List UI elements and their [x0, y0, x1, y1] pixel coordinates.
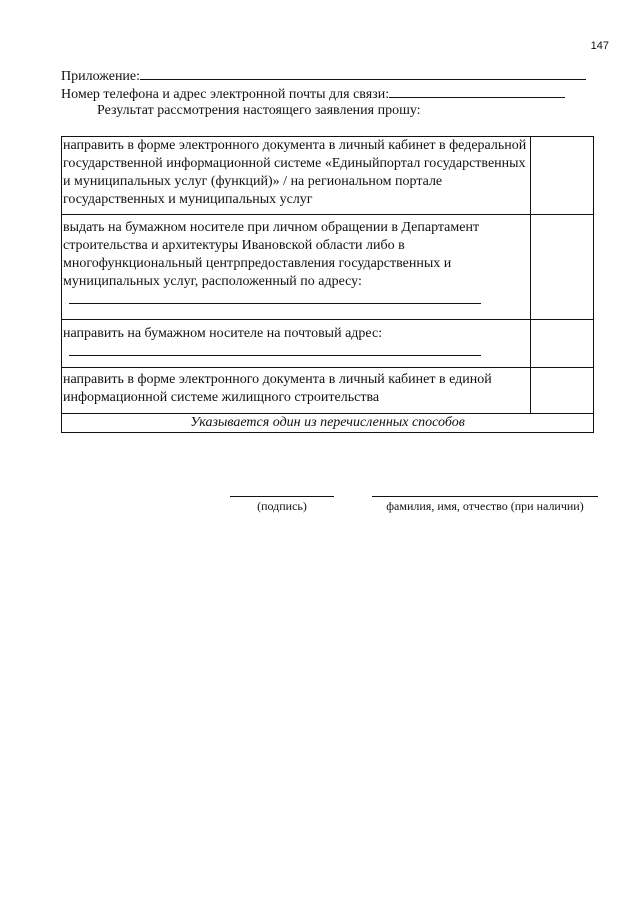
option-cell	[62, 320, 531, 368]
option-row	[62, 137, 594, 215]
page-number: 147	[590, 40, 609, 52]
attachment-line	[61, 66, 586, 85]
option-text: выдать на бумажном носителе при личном обращении в Департамент строительства и архитектуры Ивановской области либо в многофункциональный центрпредоставления государственных и муниципальных услуг, расположенный по адресу:	[63, 220, 480, 289]
name-field[interactable]	[372, 496, 598, 497]
signature-label: (подпись)	[257, 499, 307, 513]
contact-line	[61, 84, 565, 103]
note-row	[62, 414, 594, 433]
attachment-label: Приложение:	[61, 69, 141, 84]
option-checkbox-cell[interactable]	[531, 215, 594, 320]
result-request-text: Результат рассмотрения настоящего заявления прошу:	[97, 103, 421, 118]
address-field[interactable]	[69, 291, 481, 304]
contact-field[interactable]	[389, 84, 565, 98]
option-text: направить в форме электронного документа в личный кабинет в федеральной государственной информационной системе «Единыйпортал государственных и муниципальных услуг (функций)» / на региональном портале государственных и муниципальных услуг	[62, 137, 531, 215]
attachment-field[interactable]	[140, 66, 586, 80]
signature-field[interactable]	[230, 496, 334, 497]
option-text: направить в форме электронного документа в личный кабинет в единой информационной системе жилищного строительства	[62, 368, 531, 414]
option-row	[62, 215, 594, 320]
option-text: направить на бумажном носителе на почтовый адрес:	[63, 326, 383, 341]
option-checkbox-cell[interactable]	[531, 137, 594, 215]
option-row	[62, 320, 594, 368]
name-label: фамилия, имя, отчество (при наличии)	[386, 499, 584, 513]
option-checkbox-cell[interactable]	[531, 368, 594, 414]
option-row	[62, 368, 594, 414]
delivery-options-table	[61, 136, 594, 433]
contact-label: Номер телефона и адрес электронной почты для связи:	[61, 87, 390, 102]
postal-address-field[interactable]	[69, 343, 481, 356]
option-cell	[62, 215, 531, 320]
option-checkbox-cell[interactable]	[531, 320, 594, 368]
note-text: Указывается один из перечисленных способов	[62, 414, 594, 433]
